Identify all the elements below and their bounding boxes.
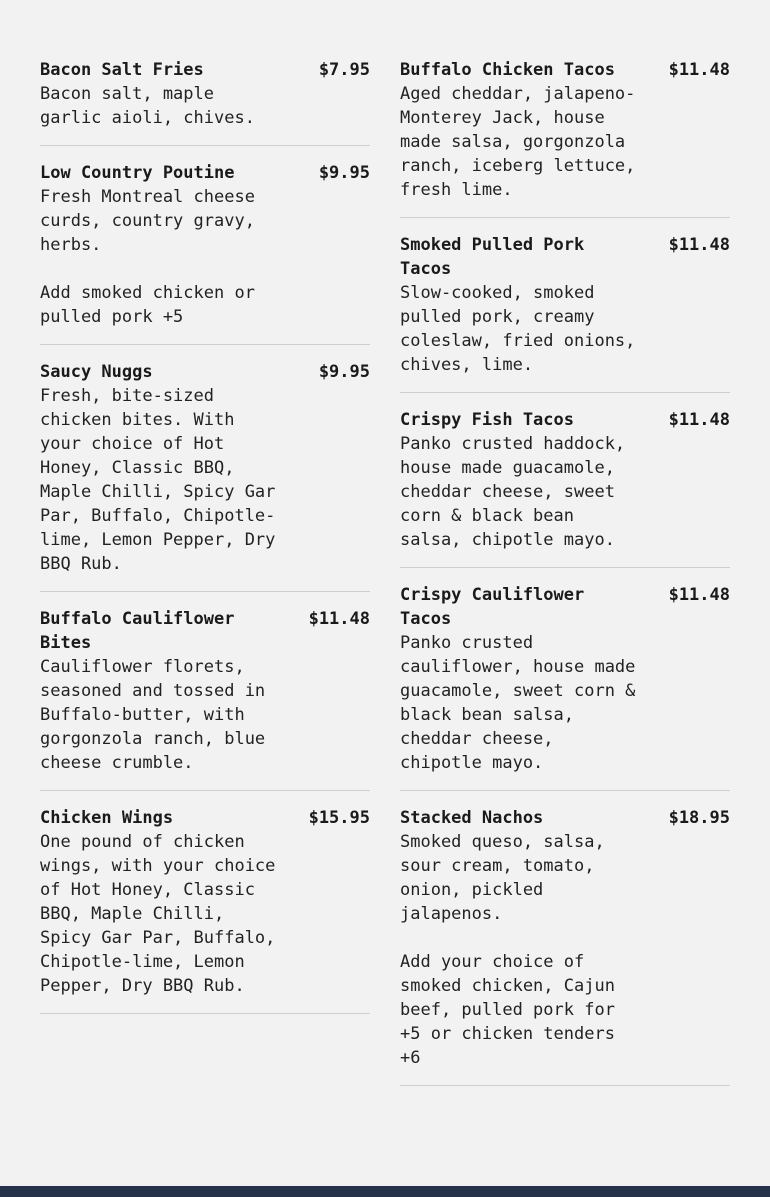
menu-item bbox=[40, 58, 370, 146]
menu-item-price: $9.95 bbox=[318, 163, 370, 183]
menu-item bbox=[40, 806, 370, 1014]
menu-item-description: One pound of chicken wings, with your choice of Hot Honey, Classic BBQ, Maple Chilli, Spicy Gar Par, Buffalo, Chipotle-lime, Lemon Pepper, Dry BBQ Rub. bbox=[40, 832, 276, 996]
menu-item-description: Fresh Montreal cheese curds, country gravy, herbs. Add smoked chicken or pulled pork +5 bbox=[40, 187, 255, 327]
menu-item-price: $11.48 bbox=[668, 585, 730, 605]
menu-item-price: $7.95 bbox=[318, 60, 370, 80]
menu-item-header bbox=[40, 607, 370, 655]
menu-item bbox=[40, 607, 370, 791]
menu-item-price: $18.95 bbox=[668, 808, 730, 828]
menu-item-description: Panko crusted haddock, house made guacamole, cheddar cheese, sweet corn & black bean salsa, chipotle mayo. bbox=[400, 434, 626, 550]
menu-item-description: Panko crusted cauliflower, house made guacamole, sweet corn & black bean salsa, cheddar cheese, chipotle mayo. bbox=[400, 633, 636, 773]
menu-item-price: $11.48 bbox=[308, 609, 370, 629]
menu-item-description: Fresh, bite-sized chicken bites. With your choice of Hot Honey, Classic BBQ, Maple Chilli, Spicy Gar Par, Buffalo, Chipotle- lime, Lemon Pepper, Dry BBQ Rub. bbox=[40, 386, 276, 574]
menu-item-description: Aged cheddar, jalapeno- Monterey Jack, house made salsa, gorgonzola ranch, iceberg lettuce, fresh lime. bbox=[400, 84, 636, 200]
menu-item-name: Buffalo Chicken Tacos bbox=[400, 60, 615, 80]
menu-item-name: Chicken Wings bbox=[40, 808, 174, 828]
menu-item-description: Smoked queso, salsa, sour cream, tomato, onion, pickled jalapenos. Add your choice of smoked chicken, Cajun beef, pulled pork for +5 or chicken tenders +6 bbox=[400, 832, 615, 1068]
menu-item-price: $9.95 bbox=[318, 362, 370, 382]
menu-item-header bbox=[400, 408, 730, 432]
menu-item-description: Cauliflower florets, seasoned and tossed in Buffalo-butter, with gorgonzola ranch, blue cheese crumble. bbox=[40, 657, 266, 773]
menu-item bbox=[400, 233, 730, 393]
menu-item bbox=[400, 408, 730, 568]
menu-column-left bbox=[40, 58, 370, 1101]
menu-grid bbox=[40, 58, 730, 1101]
menu-item-name: Crispy Fish Tacos bbox=[400, 410, 574, 430]
footer-bar bbox=[0, 1186, 770, 1197]
menu-item-description: Slow-cooked, smoked pulled pork, creamy coleslaw, fried onions, chives, lime. bbox=[400, 283, 636, 375]
menu-item-name: Bacon Salt Fries bbox=[40, 60, 204, 80]
menu-item-price: $15.95 bbox=[308, 808, 370, 828]
menu-item-description: Bacon salt, maple garlic aioli, chives. bbox=[40, 84, 255, 128]
menu-item-header bbox=[40, 360, 370, 384]
menu-item bbox=[400, 806, 730, 1086]
menu-item-name: Stacked Nachos bbox=[400, 808, 544, 828]
menu-item bbox=[400, 58, 730, 218]
menu-item-header bbox=[40, 58, 370, 82]
menu-item-name: Crispy Cauliflower Tacos bbox=[400, 585, 585, 629]
menu-item-name: Buffalo Cauliflower Bites bbox=[40, 609, 235, 653]
menu-item-name: Smoked Pulled Pork Tacos bbox=[400, 235, 585, 279]
menu-item-header bbox=[40, 161, 370, 185]
menu-item bbox=[40, 161, 370, 345]
menu-item bbox=[40, 360, 370, 592]
menu-item-header bbox=[400, 58, 730, 82]
menu-item-name: Saucy Nuggs bbox=[40, 362, 153, 382]
menu-item-price: $11.48 bbox=[668, 235, 730, 255]
menu-item-price: $11.48 bbox=[668, 410, 730, 430]
menu-item-header bbox=[40, 806, 370, 830]
menu-column-right bbox=[400, 58, 730, 1101]
menu-item-price: $11.48 bbox=[668, 60, 730, 80]
menu-item-header bbox=[400, 806, 730, 830]
menu-item-header bbox=[400, 583, 730, 631]
menu-item-header bbox=[400, 233, 730, 281]
menu-item-name: Low Country Poutine bbox=[40, 163, 235, 183]
menu-item bbox=[400, 583, 730, 791]
